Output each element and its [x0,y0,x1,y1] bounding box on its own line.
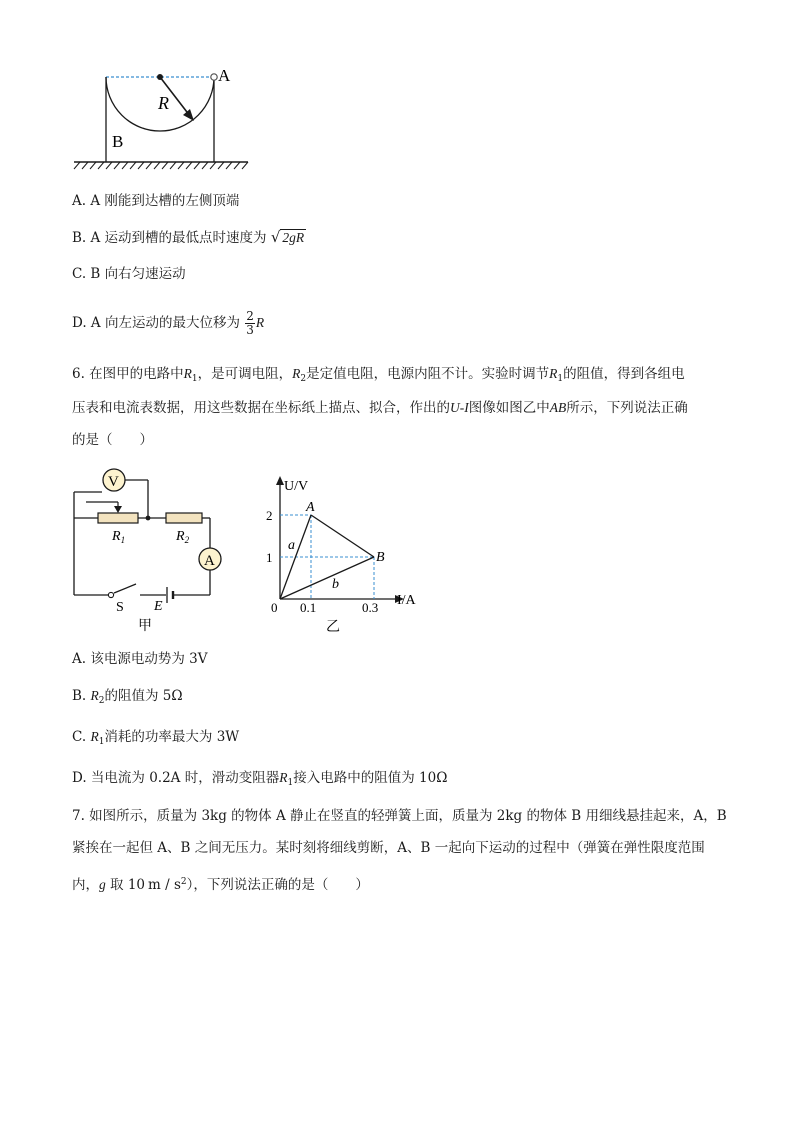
svg-text:R2: $R_2$ [176,529,190,545]
q7-stem-line1: 7. 如图所示，质量为 3kg 的物体 A 静止在竖直的轻弹簧上面，质量为 2kg 的物体 B 用细线悬挂起来，A，B [72,808,727,824]
svg-text:a: a [288,538,295,553]
label-b: B [112,132,124,151]
svg-text:1: 1 [266,550,273,565]
svg-text:I/A: I/A [397,593,416,608]
resistor-r1 [98,513,138,523]
resistor-r2 [166,513,202,523]
sqrt-expression: √ 2gR [270,228,305,246]
svg-text:R1: $R_1$ [112,529,126,545]
q5-option-a: A. A 刚能到达槽的左侧顶端 [72,193,240,209]
svg-text:0.3: 0.3 [362,600,379,615]
switch-icon [114,584,136,593]
svg-text:甲: 甲 [138,619,152,634]
q6-stem-line3: 的是（ ） [72,432,153,448]
label-a: A [218,66,231,85]
svg-text:S: S [116,600,124,615]
q7-stem-line2: 紧挨在一起但 A、B 之间无压力。某时刻将细线剪断，A、B 一起向下运动的过程中（弹簧在弹性限度范围 [72,840,705,856]
svg-text:0.1: 0.1 [300,600,317,615]
q5-option-d: D. A 向左运动的最大位移为 $\frac{2}{3}$ R [72,309,265,337]
svg-text:E: E [154,599,163,614]
fraction: $\frac{2}{3}$ [246,309,254,337]
q6-stem-line1: 6. 在图甲的电路中$R_1$，是可调电阻，$R_2$是定值电阻，电源内阻不计。实验时调节$R_1$的阻值，得到各组电 [72,366,685,384]
svg-text:乙: 乙 [326,620,340,635]
circuit-figure [68,460,248,638]
q5-option-b: B. A 运动到槽的最低点时速度为 √ 2gR [72,228,305,246]
svg-text:U/V: U/V [284,479,309,494]
line-b [280,557,374,599]
q6-option-b: B. $R_2$的阻值为 5Ω [72,688,183,706]
q6-option-d: D. 当电流为 0.2A 时，滑动变阻器$R_1$接入电路中的阻值为 10Ω [72,770,448,788]
svg-text:B: B [376,550,385,565]
svg-text:V: V [108,474,119,490]
svg-text:b: b [332,577,339,592]
svg-text:A: A [204,553,215,569]
groove-figure [70,64,255,174]
svg-text:0: 0 [271,600,278,615]
q7-stem-line3: 内，g 取 10 m / $s^2$），下列说法正确的是（ ） [72,877,369,893]
q6-stem-line2: 压表和电流表数据，用这些数据在坐标纸上描点、拟合，作出的U-I图像如图乙中AB所示，下列说法正确 [72,400,688,416]
svg-text:A: A [306,500,315,515]
q5-option-c: C. B 向右匀速运动 [72,266,186,282]
ui-graph-figure [258,470,428,640]
label-r: R [158,93,169,113]
q6-option-c: C. $R_1$消耗的功率最大为 3W [72,729,240,747]
q6-option-a: A. 该电源电动势为 3V [72,651,208,667]
svg-text:2: 2 [266,508,273,523]
